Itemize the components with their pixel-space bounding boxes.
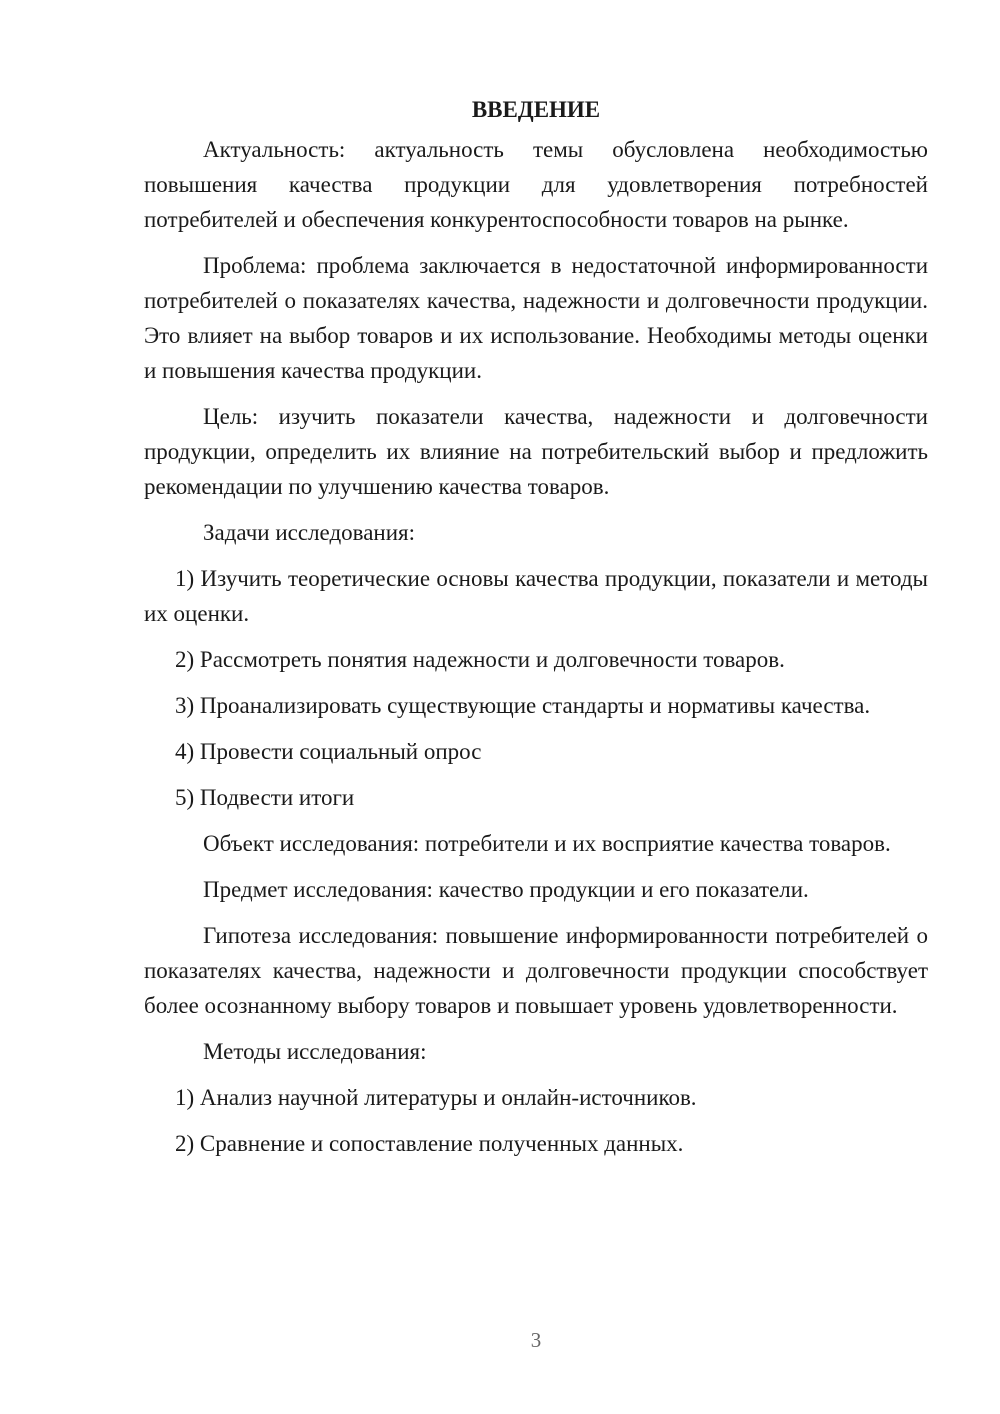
page-number: 3 (530, 1328, 542, 1352)
section-title: ВВЕДЕНИЕ (471, 97, 601, 122)
document-page (144, 92, 928, 1172)
paragraph-goal: Цель: изучить показатели качества, надежности и долговечности продукции, определить их влияние на потребительский выбор и предложить рекомендации по улучшению качества товаров. (144, 404, 928, 499)
task-item-4: 4) Провести социальный опрос (175, 739, 482, 764)
paragraph-problem: Проблема: проблема заключается в недостаточной информированности потребителей о показателях качества, надежности и долговечности продукции. Это влияет на выбор товаров и их использование. Необходимы методы оценки и повышения качества продукции. (144, 253, 928, 383)
paragraph-methods-heading: Методы исследования: (203, 1039, 427, 1064)
paragraph-subject: Предмет исследования: качество продукции и его показатели. (203, 877, 809, 902)
paragraph-hypothesis: Гипотеза исследования: повышение информированности потребителей о показателях качества, надежности и долговечности продукции способствует более осознанному выбору товаров и повышает уровень удовлетворенности. (144, 923, 928, 1018)
task-item-2: 2) Рассмотреть понятия надежности и долговечности товаров. (175, 647, 785, 672)
paragraph-tasks-heading: Задачи исследования: (203, 520, 416, 545)
paragraph-object: Объект исследования: потребители и их восприятие качества товаров. (203, 831, 891, 856)
paragraph-relevance: Актуальность: актуальность темы обусловлена необходимостью повышения качества продукции для удовлетворения потребностей потребителей и обеспечения конкурентоспособности товаров на рынке. (144, 137, 928, 232)
task-item-3: 3) Проанализировать существующие стандарты и нормативы качества. (175, 693, 871, 718)
task-item-1: 1) Изучить теоретические основы качества продукции, показатели и методы их оценки. (144, 566, 928, 626)
method-item-2: 2) Сравнение и сопоставление полученных данных. (175, 1131, 684, 1156)
method-item-1: 1) Анализ научной литературы и онлайн-источников. (175, 1085, 697, 1110)
task-item-5: 5) Подвести итоги (175, 785, 355, 810)
